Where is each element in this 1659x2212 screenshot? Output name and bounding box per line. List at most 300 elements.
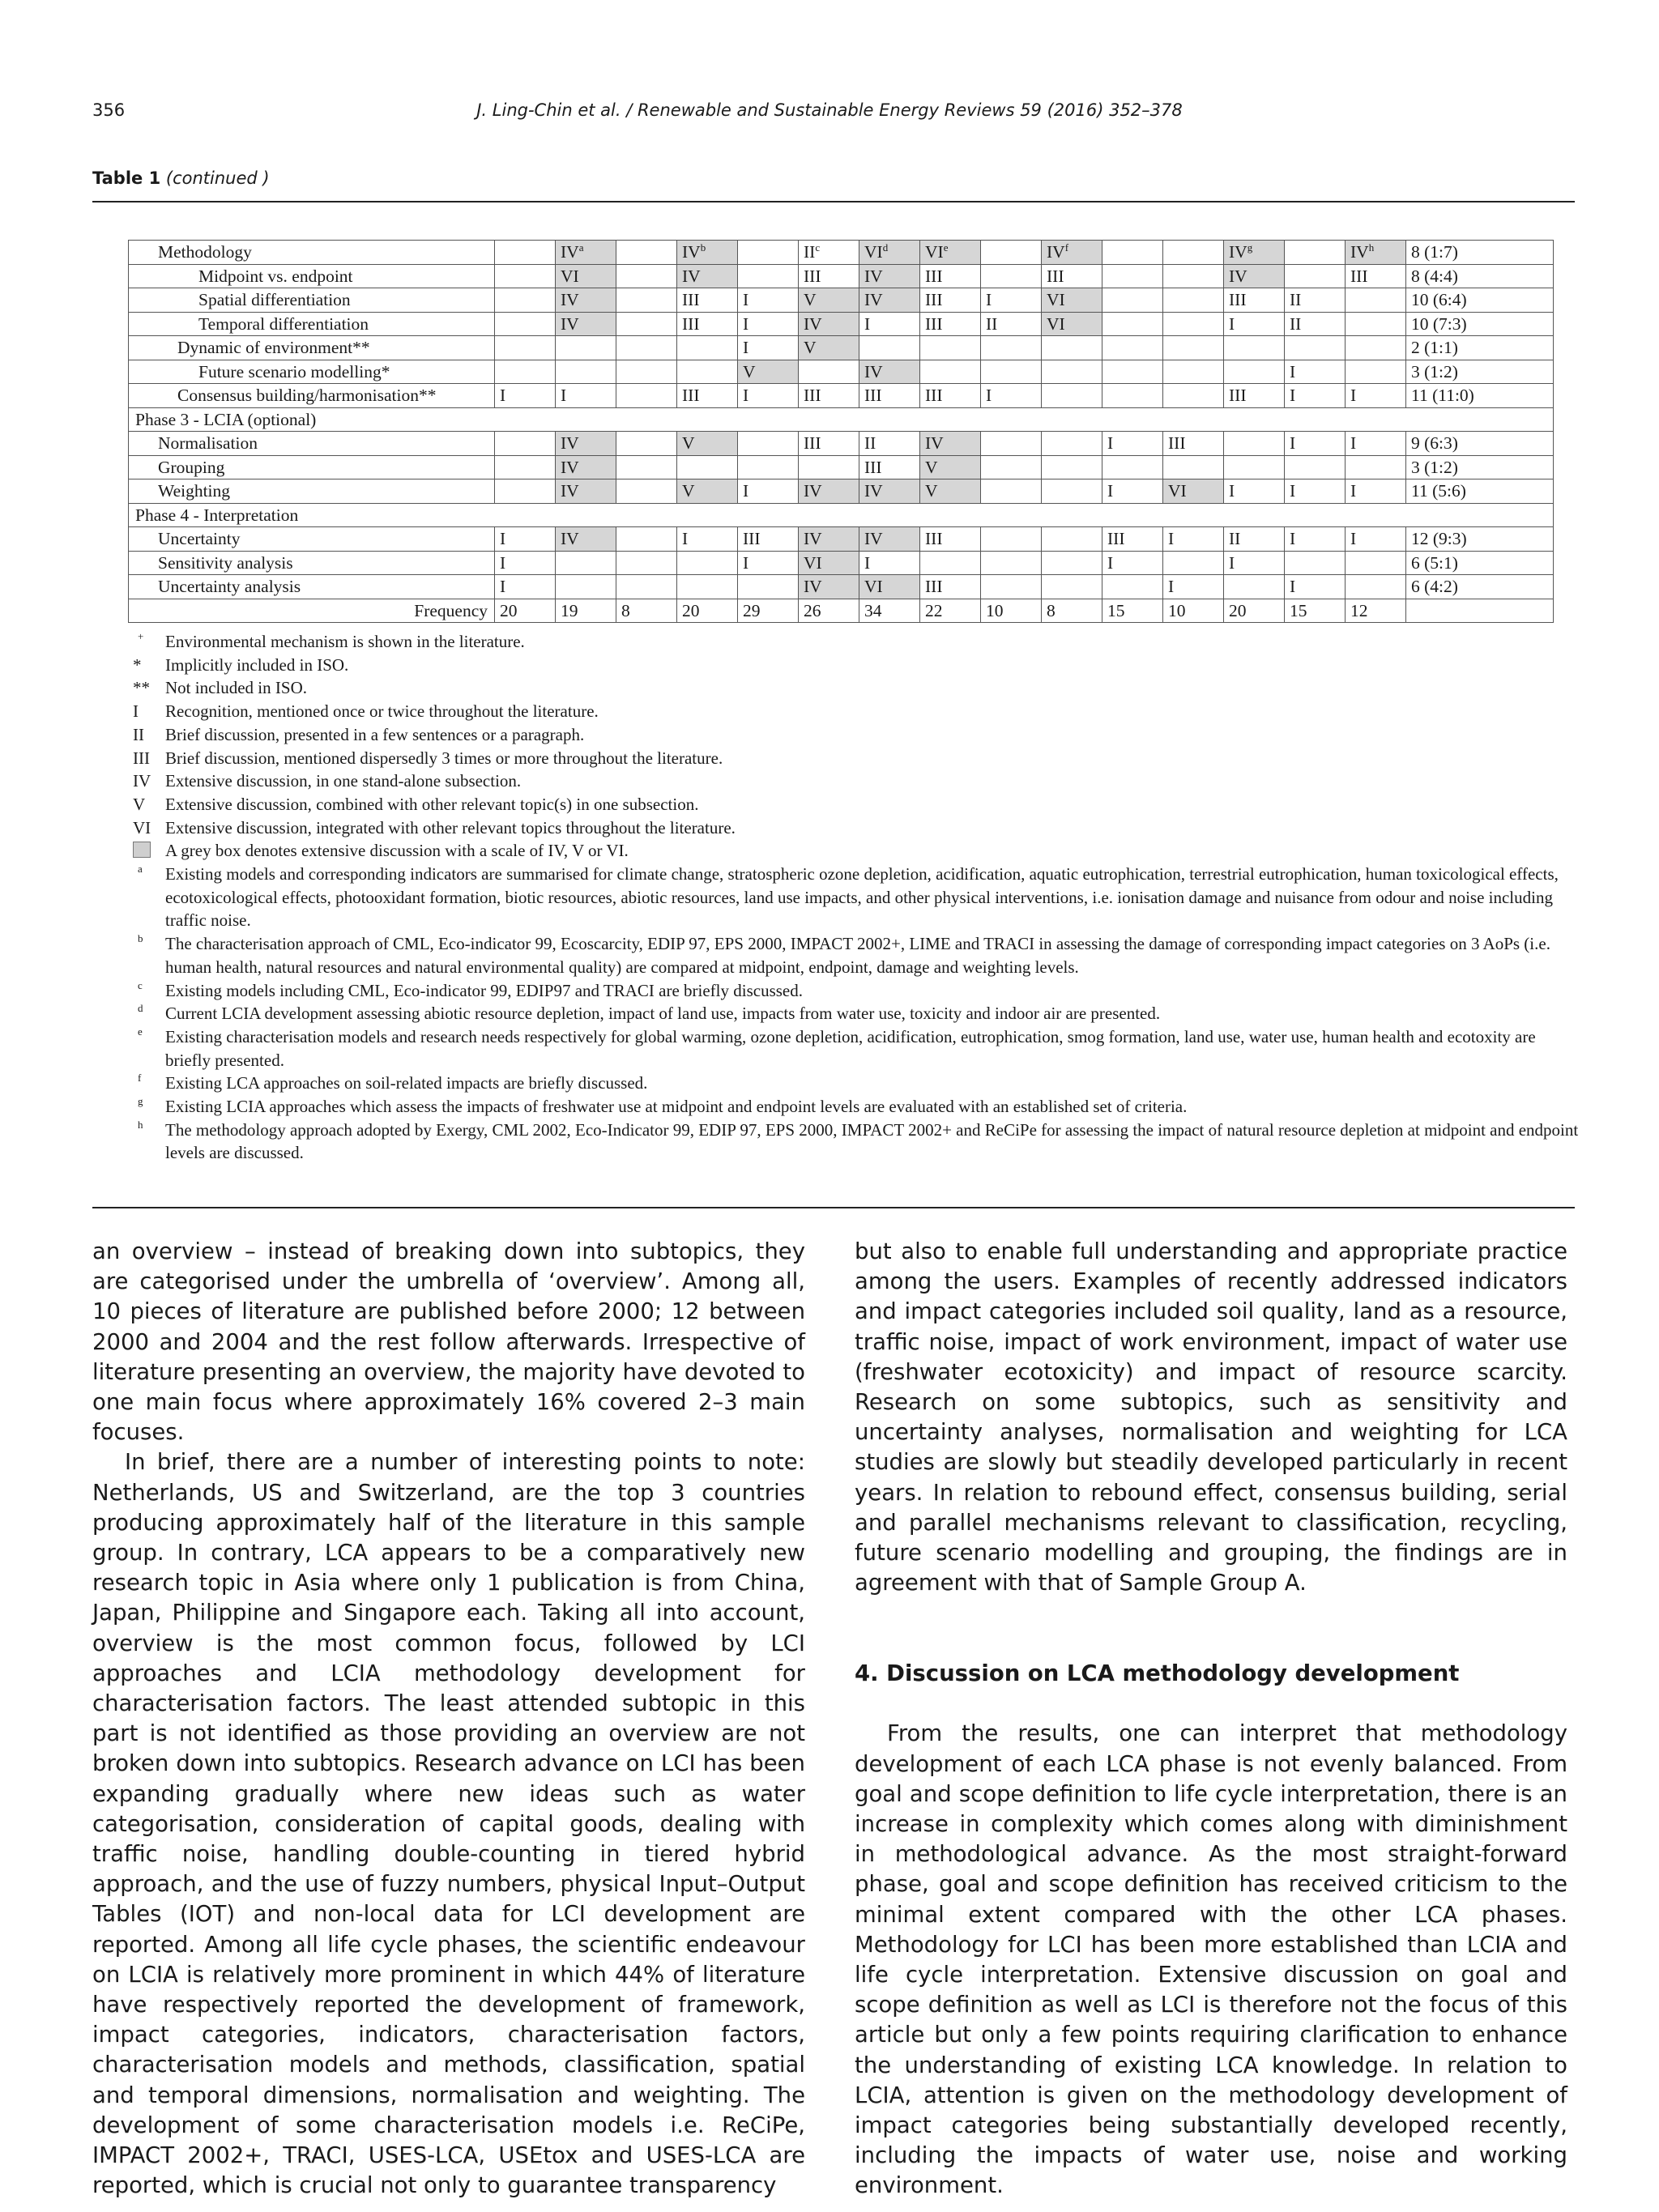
footnote-marker: c	[138, 978, 143, 991]
score-cell	[616, 551, 677, 575]
footnote	[133, 863, 1583, 932]
footnote	[133, 932, 1583, 978]
score-cell: V	[799, 288, 859, 313]
frequency-cell: 20	[677, 599, 738, 623]
score-cell: I	[1285, 384, 1346, 408]
score-cell: I	[1102, 432, 1163, 456]
score-cell: III	[799, 264, 859, 288]
footnote	[133, 630, 1583, 654]
footnote-mark: g	[1247, 241, 1253, 254]
table-row	[129, 551, 1554, 575]
score-cell: IV	[799, 575, 859, 599]
score-cell	[738, 432, 799, 456]
footnote-marker: II	[133, 724, 144, 744]
footnote-text: The characterisation approach of CML, Eco-indicator 99, Ecoscarcity, EDIP 97, EPS 2000, IMPACT 2002+, LIME and TRACI in assessing the damage of corresponding impact categories on 3 AoPs (i.e. human health, natural resources and natural environmental quality) are compared at midpoint, endpoint, damage and weighting levels.	[165, 934, 1550, 977]
score-cell: III	[920, 312, 981, 336]
footnote-text: Existing LCIA approaches which assess the impacts of freshwater use at midpoint and endpoint levels are evaluated with an established set of criteria.	[165, 1097, 1188, 1117]
body-paragraph: In brief, there are a number of interesting points to note: Netherlands, US and Switzerland, are the top 3 countries producing approximately half of the literature in this sample group. In contrary, LCA appears to be a comparatively new research topic in Asia where only 1 publication is from China, Japan, Philippine and Singapore each. Taking all into account, overview is the most common focus, followed by LCI approaches and LCIA methodology development for characterisation factors. The least attended subtopic in this part is not identified as those providing an overview are not broken down into subtopics. Research advance on LCI has been expanding gradually where new ideas such as water categorisation, consideration of capital goods, dealing with traffic noise, handling double-counting in tiered hybrid approach, and the use of fuzzy numbers, physical Input–Output Tables (IOT) and non-local data for LCI development are reported. Among all life cycle phases, the scientific endeavour on LCIA is relatively more prominent in which 44% of literature have respectively reported the development of framework, impact categories, indicators, characterisation factors, characterisation models and methods, classification, spatial and temporal dimensions, normalisation and weighting. The development of some characterisation models i.e. ReCiPe, IMPACT 2002+, TRACI, USES-LCA, USEtox and USES-LCA are reported, which is crucial not only to guarantee transparency	[92, 1449, 805, 2199]
score-cell	[677, 551, 738, 575]
score-cell	[1042, 455, 1102, 479]
frequency-cell: 15	[1285, 599, 1346, 623]
page-number: 356	[92, 100, 126, 120]
table-row	[129, 432, 1554, 456]
score-cell: IV	[859, 479, 920, 504]
body-paragraph: but also to enable full understanding and appropriate practice among the users. Examples of recently addressed indicators and impact categories included soil quality, land as a resource, traffic noise, impact of work environment, impact of water use (freshwater ecotoxicity) and impact of resource scarcity. Research on some subtopics, such as sensitivity and uncertainty analyses, normalisation and weighting for LCA studies are slowly but steadily developed particularly in recent years. In relation to rebound effect, consensus building, serial and parallel mechanisms relevant to classification, recycling, future scenario modelling and grouping, the findings are in agreement with that of Sample Group A.	[855, 1238, 1567, 1596]
score-cell: I	[738, 551, 799, 575]
score-cell	[1102, 455, 1163, 479]
score-cell	[981, 432, 1042, 456]
score-cell	[920, 336, 981, 360]
frequency-cell: 19	[556, 599, 616, 623]
score-cell: I	[1224, 551, 1285, 575]
score-cell: I	[738, 479, 799, 504]
score-cell: $IV^b$	[677, 241, 738, 265]
footnote-marker: **	[133, 678, 150, 698]
row-total: 6 (4:2)	[1406, 575, 1554, 599]
body-paragraph: an overview – instead of breaking down into subtopics, they are categorised under the umbrella of ‘overview’. Among all, 10 pieces of literature are published before 2000; 12 between 2000 and 2004 and the rest follow afterwards. Irrespective of literature presenting an overview, the majority have devoted to one main focus where approximately 16% covered 2–3 main focuses.	[92, 1238, 805, 1446]
score-cell	[1102, 312, 1163, 336]
score-cell: I	[738, 312, 799, 336]
score-cell: IV	[859, 264, 920, 288]
score-cell: IV	[556, 527, 616, 552]
score-cell	[1042, 527, 1102, 552]
score-cell	[1163, 241, 1224, 265]
score-cell	[738, 241, 799, 265]
score-cell	[495, 336, 556, 360]
table-body	[129, 241, 1554, 623]
score-cell	[920, 551, 981, 575]
score-cell	[1224, 575, 1285, 599]
footnote-text: The methodology approach adopted by Exergy, CML 2002, Eco-Indicator 99, EDIP 97, EPS 2000, IMPACT 2002+ and ReCiPe for assessing the impact of natural resource depletion at midpoint and endpoint levels are discussed.	[165, 1119, 1579, 1163]
row-total: 10 (6:4)	[1406, 288, 1554, 313]
score-cell: $IV^f$	[1042, 241, 1102, 265]
score-cell: I	[1163, 527, 1224, 552]
body-paragraph: From the results, one can interpret that methodology development of each LCA phase is not evenly balanced. From goal and scope definition to life cycle interpretation, there is an increase in complexity which comes along with diminishment in methodological advance. As the most straight-forward phase, goal and scope definition has received criticism to the minimal extent compared with the other LCA phases. Methodology for LCI has been more established than LCIA and life cycle interpretation. Extensive discussion on goal and scope definition as well as LCI is therefore not the focus of this article but only a few points requiring clarification to enhance the understanding of existing LCA knowledge. In relation to LCIA, attention is given on the methodology development of impact categories being substantially developed recently, including the impacts of water use, noise and working environment.	[855, 1720, 1567, 2199]
table-caption-continued: (continued )	[165, 168, 270, 188]
frequency-cell: 29	[738, 599, 799, 623]
footnote-text: Extensive discussion, combined with other relevant topic(s) in one subsection.	[165, 794, 699, 814]
score-cell: I	[1224, 479, 1285, 504]
row-total: 10 (7:3)	[1406, 312, 1554, 336]
footnote-marker: f	[138, 1072, 142, 1085]
score-cell	[616, 527, 677, 552]
score-cell: I	[981, 288, 1042, 313]
table-bottom-rule	[92, 1207, 1575, 1208]
score-cell: I	[1346, 384, 1406, 408]
score-cell	[1102, 241, 1163, 265]
score-cell	[1285, 241, 1346, 265]
footnote-mark: a	[578, 241, 584, 254]
section-heading: 4. Discussion on LCA methodology development	[855, 1660, 1460, 1687]
score-cell: VI	[1042, 312, 1102, 336]
table-row	[129, 527, 1554, 552]
score-cell: $IV^g$	[1224, 241, 1285, 265]
score-cell	[616, 360, 677, 384]
table-row	[129, 336, 1554, 360]
score-cell: VI	[799, 551, 859, 575]
footnote	[133, 676, 1583, 700]
score-cell: V	[738, 360, 799, 384]
table-footnotes	[133, 630, 1583, 1165]
left-column	[92, 1237, 805, 2201]
score-cell: I	[738, 384, 799, 408]
score-cell	[1042, 575, 1102, 599]
score-cell	[981, 479, 1042, 504]
score-cell	[981, 360, 1042, 384]
score-cell	[1102, 360, 1163, 384]
score-cell	[556, 551, 616, 575]
footnote-marker: III	[133, 748, 150, 768]
score-cell	[1163, 384, 1224, 408]
score-cell: IV	[556, 455, 616, 479]
score-cell: I	[1285, 360, 1346, 384]
footnote-text: Existing models and corresponding indicators are summarised for climate change, stratospheric ozone depletion, acidification, aquatic eutrophication, terrestrial eutrophication, human toxicological effects, ecotoxicological effects, photooxidant formation, biotic resources, abiotic resources, land use impacts, and other physical interventions, i.e. ionisation damage and nuisance from odour and noise including traffic noise.	[165, 864, 1559, 931]
footnote	[133, 979, 1583, 1003]
footnote-mark: b	[700, 241, 706, 254]
score-cell	[1102, 384, 1163, 408]
footnote	[133, 769, 1583, 793]
score-cell: V	[677, 479, 738, 504]
score-cell: III	[1163, 432, 1224, 456]
footnote-text: Current LCIA development assessing abiotic resource depletion, impact of land use, impacts from water use, toxicity and indoor air are presented.	[165, 1004, 1161, 1024]
footnote	[133, 1119, 1583, 1165]
score-cell: I	[859, 312, 920, 336]
footnote-text: Extensive discussion, integrated with other relevant topics throughout the literature.	[165, 817, 736, 837]
footnote	[133, 1072, 1583, 1095]
footnote-marker: d	[138, 1002, 143, 1015]
score-cell: IV	[920, 432, 981, 456]
footnote	[133, 839, 1583, 863]
score-cell	[738, 264, 799, 288]
score-cell	[1102, 575, 1163, 599]
score-cell	[1346, 312, 1406, 336]
footnote-marker: +	[138, 630, 144, 642]
score-cell	[1346, 551, 1406, 575]
score-cell: VI	[1042, 288, 1102, 313]
score-cell: I	[738, 288, 799, 313]
score-cell: I	[1285, 479, 1346, 504]
score-cell: I	[1346, 432, 1406, 456]
score-cell	[616, 312, 677, 336]
footnote	[133, 793, 1583, 816]
score-cell	[981, 527, 1042, 552]
score-cell: III	[1346, 264, 1406, 288]
score-cell: III	[920, 384, 981, 408]
score-cell: I	[1285, 527, 1346, 552]
footnote-text: Implicitly included in ISO.	[165, 654, 349, 675]
score-cell: IV	[677, 264, 738, 288]
score-cell	[1102, 264, 1163, 288]
score-cell: I	[556, 384, 616, 408]
score-cell	[495, 360, 556, 384]
score-cell	[859, 336, 920, 360]
score-cell	[495, 455, 556, 479]
score-cell	[495, 264, 556, 288]
score-cell: VI	[1163, 479, 1224, 504]
row-total: 8 (1:7)	[1406, 241, 1554, 265]
score-cell	[616, 264, 677, 288]
score-cell: III	[677, 288, 738, 313]
score-cell	[1285, 551, 1346, 575]
footnote-marker: e	[138, 1025, 143, 1038]
frequency-cell: 26	[799, 599, 859, 623]
score-cell: I	[1102, 479, 1163, 504]
score-cell	[556, 336, 616, 360]
table-row	[129, 241, 1554, 265]
frequency-row	[129, 599, 1554, 623]
score-cell: III	[1042, 264, 1102, 288]
score-cell	[616, 432, 677, 456]
score-cell: I	[677, 527, 738, 552]
score-cell: III	[920, 264, 981, 288]
score-cell: I	[495, 575, 556, 599]
row-label: Weighting	[129, 479, 495, 504]
table-row	[129, 360, 1554, 384]
score-cell	[1285, 336, 1346, 360]
footnote	[133, 816, 1583, 840]
score-cell	[738, 575, 799, 599]
score-cell	[616, 384, 677, 408]
row-total: 3 (1:2)	[1406, 455, 1554, 479]
footnote-marker: b	[138, 932, 143, 945]
frequency-total-cell	[1406, 599, 1554, 623]
footnote-marker: g	[138, 1095, 143, 1108]
score-cell: I	[495, 551, 556, 575]
score-cell	[677, 360, 738, 384]
row-label: Methodology	[129, 241, 495, 265]
score-cell: III	[677, 312, 738, 336]
phase-heading: Phase 3 - LCIA (optional)	[129, 407, 1554, 432]
footnote-text: Not included in ISO.	[165, 678, 307, 698]
row-label: Future scenario modelling*	[129, 360, 495, 384]
footnote-text: Brief discussion, presented in a few sentences or a paragraph.	[165, 724, 585, 744]
row-total: 12 (9:3)	[1406, 527, 1554, 552]
score-cell	[677, 455, 738, 479]
row-label: Normalisation	[129, 432, 495, 456]
score-cell	[981, 241, 1042, 265]
frequency-cell: 20	[495, 599, 556, 623]
score-cell: III	[677, 384, 738, 408]
footnote-marker: h	[138, 1118, 143, 1131]
frequency-cell: 10	[981, 599, 1042, 623]
score-cell	[1102, 288, 1163, 313]
score-cell: III	[799, 432, 859, 456]
score-cell: II	[981, 312, 1042, 336]
row-label: Spatial differentiation	[129, 288, 495, 313]
row-label: Consensus building/harmonisation**	[129, 384, 495, 408]
score-cell: VI	[556, 264, 616, 288]
score-cell: III	[859, 384, 920, 408]
score-cell: IV	[799, 527, 859, 552]
score-cell: V	[920, 479, 981, 504]
score-cell: III	[920, 575, 981, 599]
score-cell: V	[799, 336, 859, 360]
score-cell: III	[920, 288, 981, 313]
table-caption	[92, 168, 270, 188]
score-cell	[556, 360, 616, 384]
footnote-text: Existing models including CML, Eco-indicator 99, EDIP97 and TRACI are briefly discussed.	[165, 980, 803, 1000]
score-cell	[1163, 288, 1224, 313]
score-cell: IV	[1224, 264, 1285, 288]
score-cell	[616, 241, 677, 265]
table-phase-row	[129, 503, 1554, 527]
table-row	[129, 384, 1554, 408]
grey-box-icon	[133, 842, 151, 858]
score-cell: I	[1285, 575, 1346, 599]
row-label: Sensitivity analysis	[129, 551, 495, 575]
score-cell: II	[1285, 312, 1346, 336]
score-cell: $II^c$	[799, 241, 859, 265]
frequency-cell: 8	[616, 599, 677, 623]
score-cell	[920, 360, 981, 384]
score-cell: I	[859, 551, 920, 575]
row-label: Midpoint vs. endpoint	[129, 264, 495, 288]
row-total: 9 (6:3)	[1406, 432, 1554, 456]
score-cell: I	[738, 336, 799, 360]
score-cell	[1042, 360, 1102, 384]
footnote-text: Recognition, mentioned once or twice throughout the literature.	[165, 701, 599, 722]
score-cell	[616, 288, 677, 313]
table-phase-row	[129, 407, 1554, 432]
footnote-mark: h	[1368, 241, 1375, 254]
score-cell	[616, 455, 677, 479]
score-cell: II	[1285, 288, 1346, 313]
table-row	[129, 575, 1554, 599]
score-cell: $VI^d$	[859, 241, 920, 265]
footnote-marker: V	[133, 794, 146, 814]
score-cell	[1163, 312, 1224, 336]
score-cell	[1285, 455, 1346, 479]
score-cell	[495, 312, 556, 336]
footnote-mark: f	[1064, 241, 1069, 254]
score-cell	[1042, 479, 1102, 504]
row-total: 3 (1:2)	[1406, 360, 1554, 384]
phase-heading: Phase 4 - Interpretation	[129, 503, 1554, 527]
row-total: 8 (4:4)	[1406, 264, 1554, 288]
row-total: 6 (5:1)	[1406, 551, 1554, 575]
score-cell: I	[981, 384, 1042, 408]
frequency-cell: 15	[1102, 599, 1163, 623]
score-cell: III	[920, 527, 981, 552]
score-cell: I	[495, 384, 556, 408]
frequency-cell: 20	[1224, 599, 1285, 623]
score-cell	[677, 336, 738, 360]
frequency-cell: 12	[1346, 599, 1406, 623]
score-cell: III	[1102, 527, 1163, 552]
score-cell: VIe	[920, 241, 981, 265]
score-cell	[1346, 360, 1406, 384]
footnote-text: Environmental mechanism is shown in the literature.	[165, 632, 525, 651]
score-cell	[1163, 264, 1224, 288]
score-cell	[1346, 288, 1406, 313]
lcia-methodology-table	[128, 240, 1554, 623]
table-caption-label: Table 1	[92, 168, 161, 188]
footnote-marker: a	[138, 863, 143, 876]
score-cell	[738, 455, 799, 479]
footnote-mark: d	[882, 241, 889, 254]
score-cell	[495, 288, 556, 313]
score-cell: I	[1346, 527, 1406, 552]
footnote-marker: I	[133, 701, 139, 722]
score-cell	[677, 575, 738, 599]
row-total: 11 (5:6)	[1406, 479, 1554, 504]
score-cell	[1042, 551, 1102, 575]
score-cell: III	[859, 455, 920, 479]
score-cell: $IV^a$	[556, 241, 616, 265]
score-cell	[981, 455, 1042, 479]
score-cell	[1224, 336, 1285, 360]
score-cell	[556, 575, 616, 599]
footnote	[133, 654, 1583, 677]
score-cell	[616, 575, 677, 599]
score-cell: IV	[859, 360, 920, 384]
row-label: Uncertainty	[129, 527, 495, 552]
row-label: Dynamic of environment**	[129, 336, 495, 360]
footnote	[133, 1002, 1583, 1025]
row-label: Temporal differentiation	[129, 312, 495, 336]
score-cell: IV	[859, 288, 920, 313]
score-cell: IV	[799, 312, 859, 336]
score-cell	[799, 360, 859, 384]
footnote-mark: c	[815, 241, 821, 254]
footnote-marker: *	[133, 654, 142, 675]
score-cell	[981, 336, 1042, 360]
score-cell	[495, 479, 556, 504]
footnote-text: Existing characterisation models and research needs respectively for global warming, ozone depletion, acidification, eutrophication, smog formation, land use, water use, human health and ecotoxity are briefly presented.	[165, 1026, 1536, 1070]
score-cell: II	[859, 432, 920, 456]
score-cell: IV	[859, 527, 920, 552]
score-cell: III	[738, 527, 799, 552]
score-cell: IV	[556, 479, 616, 504]
score-cell	[799, 455, 859, 479]
footnote-text: Extensive discussion, in one stand-alone subsection.	[165, 771, 522, 791]
score-cell: I	[1163, 575, 1224, 599]
score-cell	[981, 264, 1042, 288]
row-label: Grouping	[129, 455, 495, 479]
table-row	[129, 288, 1554, 313]
score-cell: III	[1224, 384, 1285, 408]
footnote-mark: e	[943, 241, 949, 254]
score-cell: VI	[859, 575, 920, 599]
score-cell	[616, 336, 677, 360]
score-cell	[495, 432, 556, 456]
footnote-marker: VI	[133, 817, 151, 837]
frequency-cell: 34	[859, 599, 920, 623]
score-cell	[1042, 384, 1102, 408]
table-top-rule	[92, 201, 1575, 202]
score-cell	[1224, 432, 1285, 456]
footnote-text: Existing LCA approaches on soil-related impacts are briefly discussed.	[165, 1073, 648, 1093]
score-cell: V	[677, 432, 738, 456]
journal-reference: J. Ling-Chin et al. / Renewable and Sustainable Energy Reviews 59 (2016) 352–378	[476, 100, 1183, 120]
row-label: Uncertainty analysis	[129, 575, 495, 599]
score-cell: III	[799, 384, 859, 408]
footnote-text: A grey box denotes extensive discussion with a scale of IV, V or VI.	[165, 841, 629, 861]
frequency-label: Frequency	[129, 599, 495, 623]
score-cell	[1346, 455, 1406, 479]
score-cell: IV	[556, 432, 616, 456]
score-cell: III	[1224, 288, 1285, 313]
frequency-cell: 22	[920, 599, 981, 623]
frequency-cell: 10	[1163, 599, 1224, 623]
score-cell	[1285, 264, 1346, 288]
table-row	[129, 479, 1554, 504]
score-cell	[1163, 336, 1224, 360]
score-cell	[1163, 455, 1224, 479]
running-head	[92, 100, 1567, 130]
score-cell	[1163, 551, 1224, 575]
row-total: 11 (11:0)	[1406, 384, 1554, 408]
